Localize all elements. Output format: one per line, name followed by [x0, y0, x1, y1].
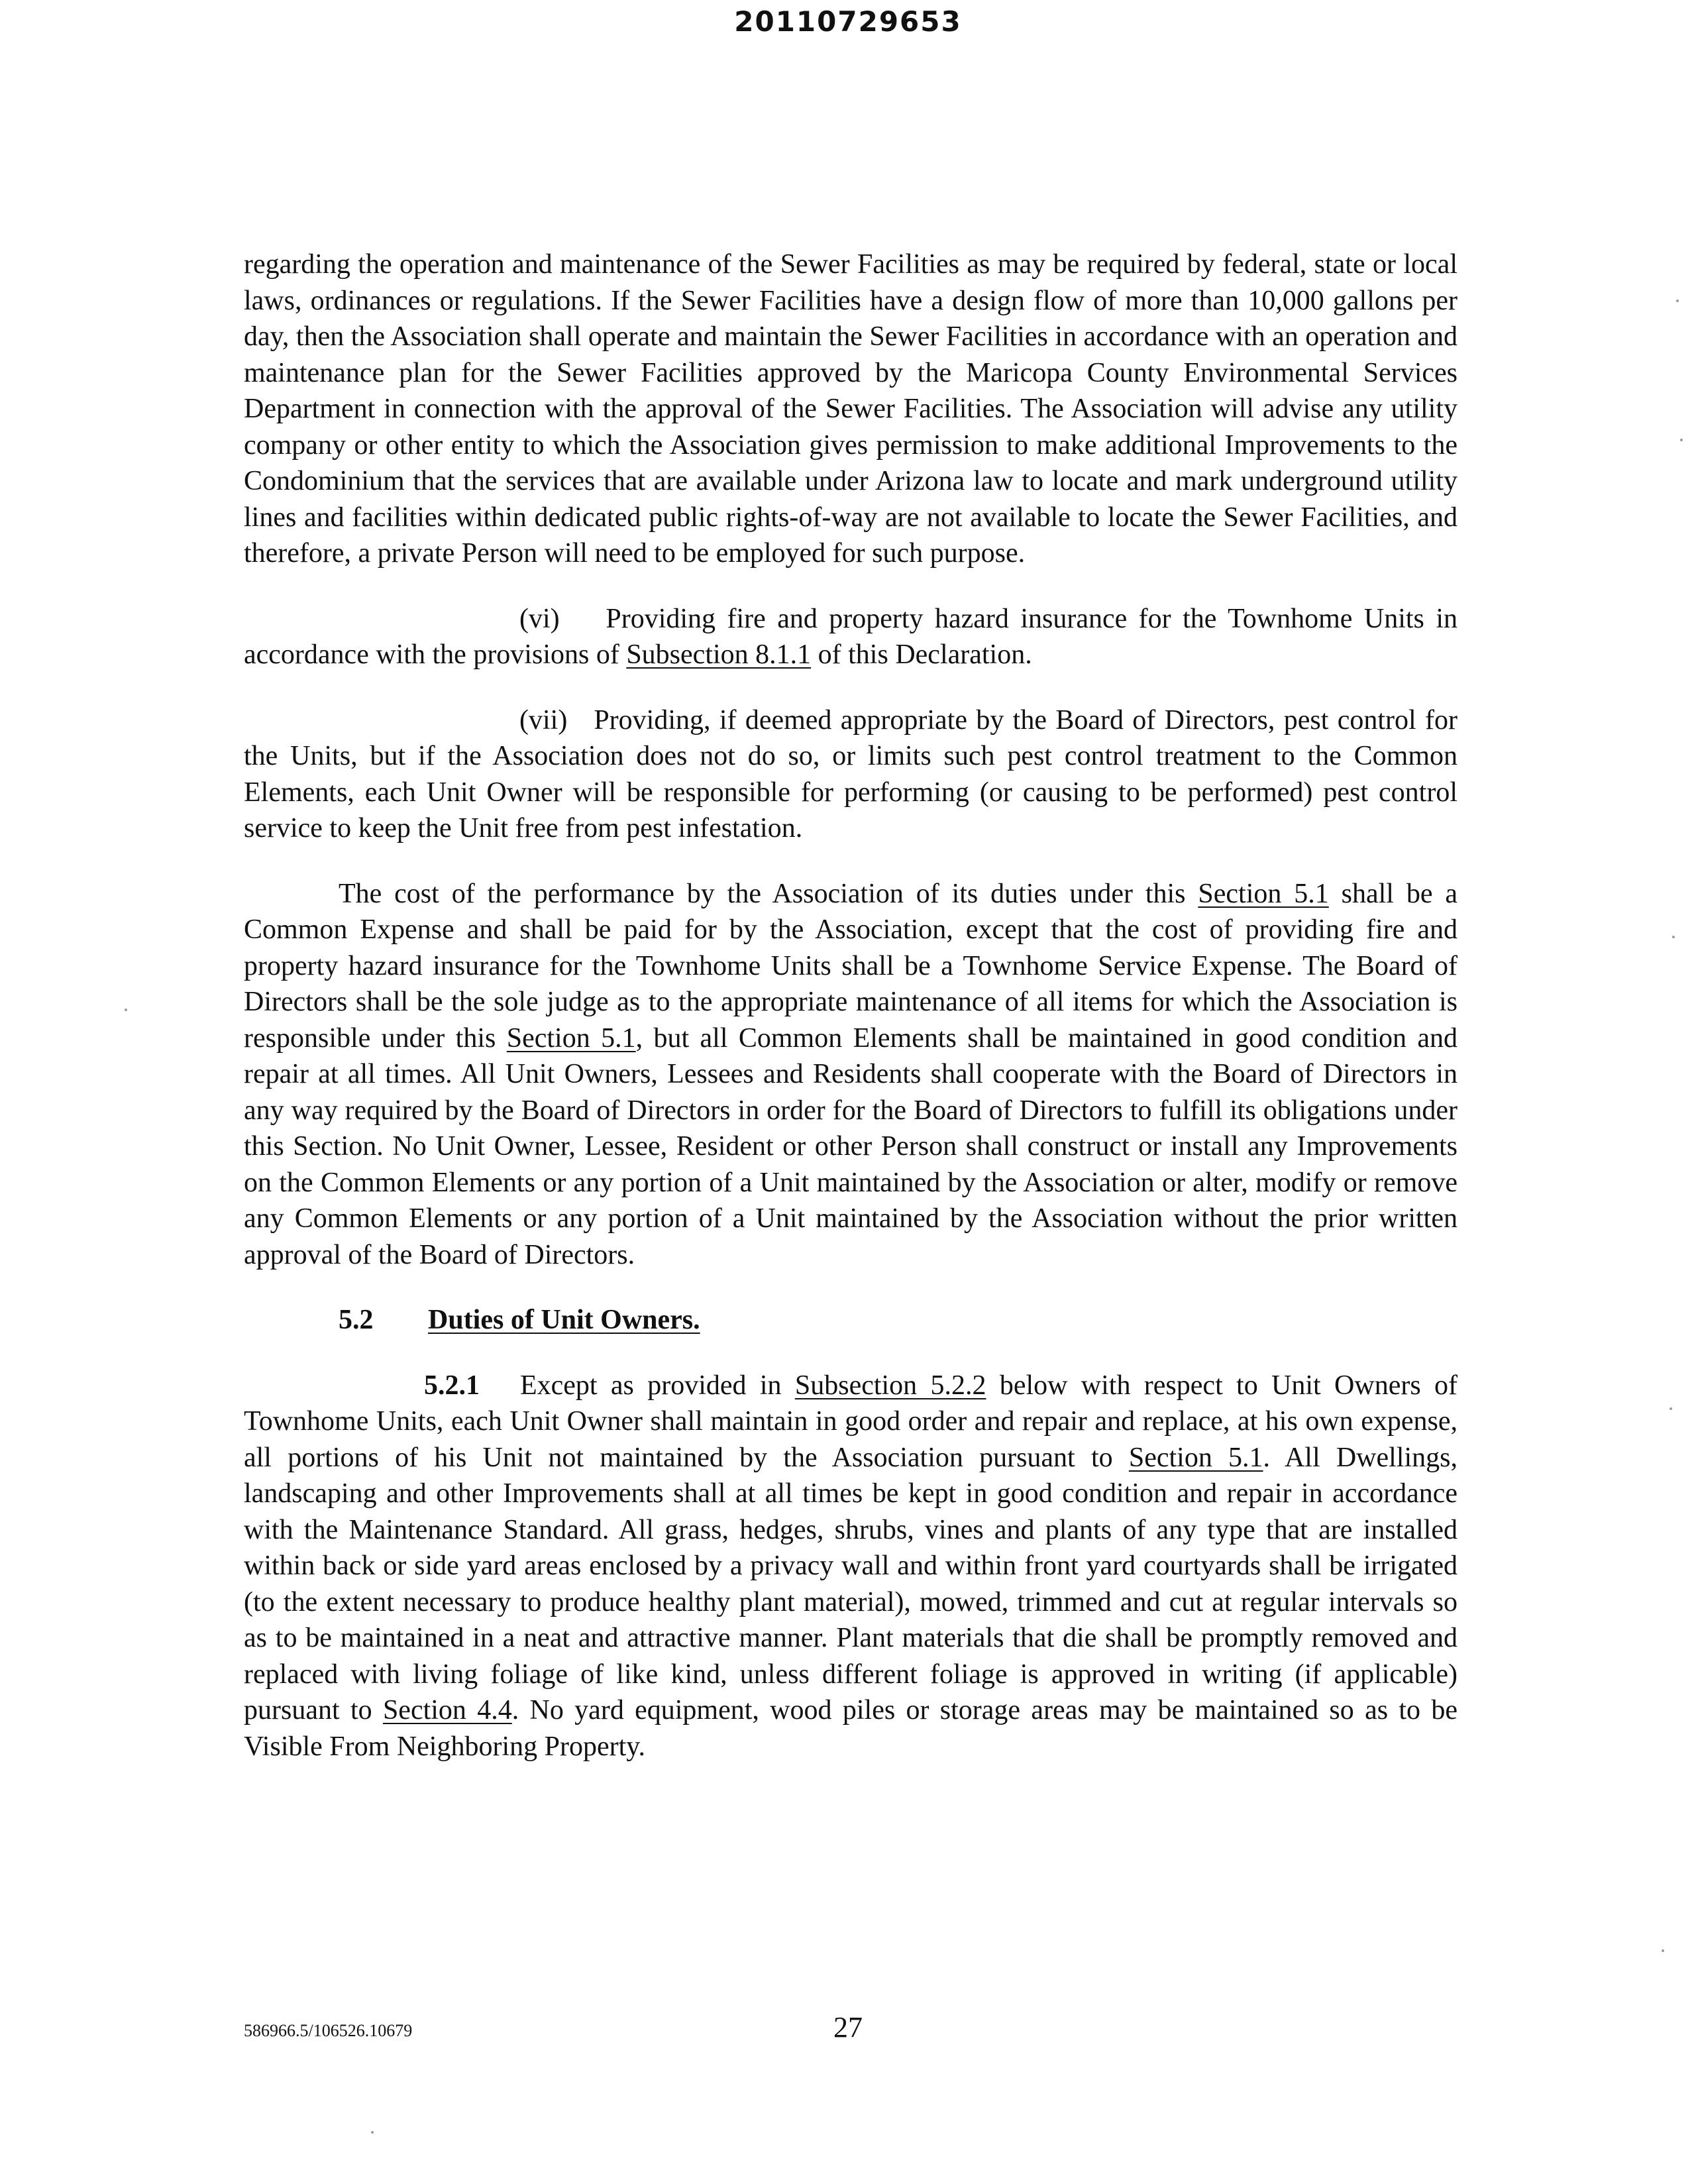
paragraph-text: . No yard equipment, wood piles or storage areas may be maintained so as to be Visible From Neighboring Property. [244, 1695, 1458, 1762]
paragraph-text: , but all Common Elements shall be maintained in good condition and repair at all times. All Unit Owners, Lessees and Residents shall cooperate with the Board of Directors in any way required by the Board of Directors in order for the Board of Directors to fulfill its obligations under this Section. No Unit Owner, Lessee, Resident or other Person shall construct or install any Improvements on the Common Elements or any portion of a Unit maintained by the Association or alter, modify or remove any Common Elements or any portion of a Unit maintained by the Association without the prior written approval of the Board of Directors. [244, 1022, 1458, 1270]
scan-speck [125, 1009, 127, 1011]
scan-speck [1676, 300, 1679, 302]
document-id: 586966.5/106526.10679 [244, 2021, 413, 2040]
scan-speck [1662, 1949, 1664, 1952]
cross-reference-link: Section 5.1 [1198, 878, 1329, 909]
cross-reference-link: Section 5.1 [506, 1022, 636, 1054]
cross-reference-link: Section 4.4 [382, 1695, 512, 1725]
document-body [244, 246, 1458, 1794]
subsection-number: 5.2.1 [424, 1370, 480, 1401]
paragraph-text: The cost of the performance by the Association of its duties under this [339, 878, 1198, 909]
paragraph-sewer-facilities [244, 246, 1458, 572]
scan-speck [1680, 439, 1683, 441]
paragraph-text: below with respect to Unit Owners of Townhome Units, each Unit Owner shall maintain in good order and repair and replace, at his own expense, all portions of his Unit not maintained by the Association pursuant to [244, 1370, 1458, 1473]
paragraph-cost-of-performance [244, 876, 1458, 1274]
paragraph-text: Except as provided in [480, 1370, 795, 1401]
paragraph-text: . All Dwellings, landscaping and other Improvements shall at all times be kept in good condition and repair in accordance with the Maintenance Standard. All grass, hedges, shrubs, vines and plants of any type that are installed within back or side yard areas enclosed by a privacy wall and within front yard courtyards shall be irrigated (to the extent necessary to produce healthy plant material), mowed, trimmed and cut at regular intervals so as to be maintained in a neat and attractive manner. Plant materials that die shall be promptly removed and replaced with living foliage of like kind, unless different foliage is approved in writing (if applicable) pursuant to [244, 1442, 1458, 1725]
cross-reference-link: Subsection 5.2.2 [794, 1370, 986, 1401]
paragraph-text: (vii) Providing, if deemed appropriate by the Board of Directors, pest control for the Units, but if the Association does not do so, or limits such pest control treatment to the Common Elements, each Unit Owner will be responsible for performing (or causing to be performed) pest control service to keep the Unit free from pest infestation. [244, 704, 1458, 844]
cross-reference-link: Section 5.1 [1128, 1442, 1263, 1473]
paragraph-text: shall be a Common Expense and shall be paid for by the Association, except that the cost of providing fire and property hazard insurance for the Townhome Units shall be a Townhome Service Expense. The Board of Directors shall be the sole judge as to the appropriate maintenance of all items for which the Association is responsible under this [244, 878, 1458, 1054]
paragraph-item-vii [244, 702, 1458, 847]
paragraph-text: of this Declaration. [811, 639, 1032, 670]
paragraph-5-2-1 [244, 1368, 1458, 1765]
paragraph-text: regarding the operation and maintenance of the Sewer Facilities as may be required by federal, state or local laws, ordinances or regulations. If the Sewer Facilities have a design flow of more than 10,000 gallons per day, then the Association shall operate and maintain the Sewer Facilities in accordance with an operation and maintenance plan for the Sewer Facilities approved by the Maricopa County Environmental Services Department in connection with the approval of the Sewer Facilities. The Association will advise any utility company or other entity to which the Association gives permission to make additional Improvements to the Condominium that the services that are available under Arizona law to locate and mark underground utility lines and facilities within dedicated public rights-of-way are not available to locate the Sewer Facilities, and therefore, a private Person will need to be employed for such purpose. [244, 249, 1458, 569]
page-number: 27 [833, 2011, 863, 2044]
recording-number: 20110729653 [734, 5, 962, 38]
section-heading-5-2 [244, 1302, 1458, 1338]
section-number: 5.2 [339, 1305, 374, 1335]
scan-speck [1670, 1407, 1672, 1410]
scan-speck [371, 2131, 374, 2134]
cross-reference-link: Subsection 8.1.1 [626, 639, 812, 670]
paragraph-text: (vi) Providing fire and property hazard insurance for the Townhome Units in accordance with the provisions of [244, 603, 1458, 670]
paragraph-item-vi [244, 601, 1458, 673]
section-title: Duties of Unit Owners. [428, 1305, 700, 1335]
scan-speck [1672, 936, 1675, 938]
